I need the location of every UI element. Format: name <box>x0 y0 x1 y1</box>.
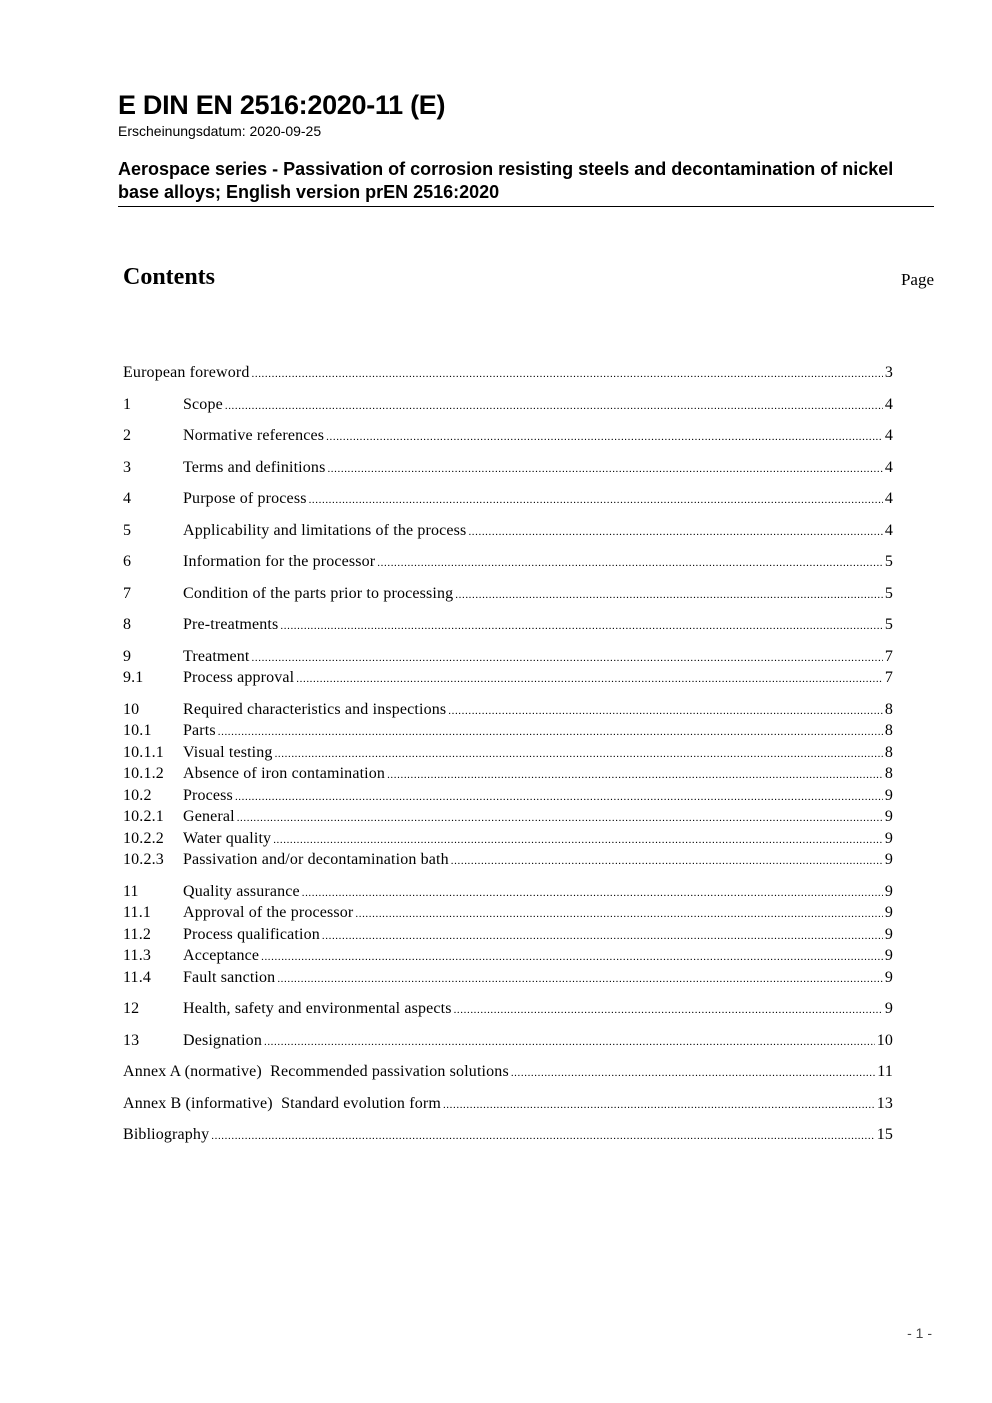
toc-dot-leader <box>322 926 883 948</box>
toc-entry-number: 10 <box>123 700 140 718</box>
toc-dot-leader <box>280 616 882 638</box>
toc-dot-leader <box>296 669 883 691</box>
contents-heading: Contents <box>123 264 216 290</box>
toc-dot-leader <box>277 969 883 991</box>
toc-entry-title: Designation <box>183 1031 262 1049</box>
toc-dot-leader <box>261 947 883 969</box>
toc-entry[interactable] <box>123 806 893 828</box>
page-number: - 1 - <box>907 1325 932 1341</box>
toc-entry-page: 7 <box>884 647 893 665</box>
toc-entry-page: 8 <box>884 722 893 739</box>
toc-dot-leader <box>218 722 883 744</box>
toc-entry-title: Parts <box>183 722 216 739</box>
toc-entry-title: Approval of the processor <box>183 904 354 921</box>
toc-entry[interactable] <box>123 667 893 689</box>
toc-entry-page: 4 <box>884 427 893 444</box>
toc-entry-page: 9 <box>884 904 893 921</box>
toc-entry-number: 9.1 <box>123 669 144 686</box>
toc-entry-number: 4 <box>123 490 132 507</box>
toc-entry-title: Annex A (normative) Recommended passivation solutions <box>123 1063 509 1080</box>
document-code: E DIN EN 2516:2020-11 (E) <box>118 90 446 120</box>
toc-entry[interactable] <box>123 902 893 924</box>
toc-entry[interactable] <box>123 967 893 989</box>
toc-entry-title: Condition of the parts prior to processing <box>183 584 454 602</box>
toc-dot-leader <box>451 851 883 873</box>
table-of-contents <box>123 362 893 1146</box>
toc-entry-title: European foreword <box>123 364 250 381</box>
toc-entry[interactable] <box>123 720 893 742</box>
toc-dot-leader <box>235 787 883 809</box>
toc-entry-title: Visual testing <box>183 743 273 761</box>
page-column-label: Page <box>900 270 934 289</box>
toc-entry-number: 12 <box>123 1000 140 1017</box>
toc-entry-page: 9 <box>884 786 893 804</box>
toc-entry-number: 11 <box>123 882 139 900</box>
toc-entry-page: 15 <box>876 1126 893 1143</box>
toc-entry-page: 11 <box>877 1063 893 1080</box>
toc-entry-number: 10.2.3 <box>123 851 164 868</box>
toc-entry-title: Annex B (informative) Standard evolution form <box>123 1094 441 1112</box>
toc-entry-title: Quality assurance <box>183 882 300 900</box>
toc-dot-leader <box>327 459 882 481</box>
toc-entry-number: 11.3 <box>123 947 152 964</box>
toc-dot-leader <box>511 1063 875 1085</box>
toc-entry-number: 9 <box>123 647 132 665</box>
toc-entry[interactable] <box>123 998 893 1020</box>
toc-entry-number: 11.1 <box>123 904 152 921</box>
toc-dot-leader <box>355 904 882 926</box>
toc-entry[interactable] <box>123 785 893 807</box>
toc-entry-title: Passivation and/or decontamination bath <box>183 851 449 868</box>
toc-entry-page: 8 <box>884 743 893 761</box>
toc-entry-title: Process approval <box>183 669 295 686</box>
toc-entry-title: Absence of iron contamination <box>183 765 386 782</box>
toc-dot-leader <box>302 883 883 905</box>
toc-entry[interactable] <box>123 425 893 447</box>
toc-dot-leader <box>275 744 883 766</box>
toc-entry-page: 8 <box>884 765 893 782</box>
toc-entry[interactable] <box>123 614 893 636</box>
publication-date: Erscheinungsdatum: 2020-09-25 <box>118 123 322 139</box>
toc-entry-title: Normative references <box>183 427 325 444</box>
toc-entry-page: 10 <box>876 1031 893 1049</box>
toc-entry-number: 7 <box>123 584 132 602</box>
toc-entry-page: 9 <box>884 925 893 943</box>
toc-entry-page: 9 <box>884 1000 893 1017</box>
toc-entry-number: 13 <box>123 1031 140 1049</box>
toc-dot-leader <box>455 585 883 607</box>
toc-entry-number: 11.4 <box>123 968 152 986</box>
toc-entry-number: 10.1.2 <box>123 765 164 782</box>
toc-entry-page: 4 <box>884 490 893 507</box>
toc-entry-page: 8 <box>884 700 893 718</box>
toc-entry-number: 5 <box>123 521 132 539</box>
toc-entry-page: 4 <box>884 395 893 413</box>
toc-entry[interactable] <box>123 763 893 785</box>
toc-entry-page: 7 <box>884 669 893 686</box>
toc-entry-page: 5 <box>884 553 893 570</box>
toc-entry-title: General <box>183 808 235 825</box>
toc-dot-leader <box>468 522 882 544</box>
toc-dot-leader <box>237 808 883 830</box>
toc-dot-leader <box>448 701 883 723</box>
toc-entry-number: 8 <box>123 616 132 633</box>
toc-entry-title: Water quality <box>183 829 272 847</box>
toc-dot-leader <box>252 648 883 670</box>
toc-entry[interactable] <box>123 457 893 479</box>
toc-entry[interactable] <box>123 881 893 903</box>
toc-entry[interactable] <box>123 551 893 573</box>
toc-entry[interactable] <box>123 520 893 542</box>
toc-entry-page: 9 <box>884 882 893 900</box>
toc-dot-leader <box>443 1095 875 1117</box>
toc-entry-page: 5 <box>884 616 893 633</box>
toc-entry-title: Applicability and limitations of the process <box>183 521 467 539</box>
toc-entry[interactable] <box>123 583 893 605</box>
toc-dot-leader <box>264 1032 875 1054</box>
toc-entry[interactable] <box>123 1093 893 1115</box>
toc-entry[interactable] <box>123 742 893 764</box>
toc-entry-title: Required characteristics and inspections <box>183 700 447 718</box>
toc-entry-title: Health, safety and environmental aspects <box>183 1000 452 1017</box>
toc-entry[interactable] <box>123 1061 893 1083</box>
toc-entry-title: Purpose of process <box>183 490 307 507</box>
toc-entry-page: 9 <box>884 851 893 868</box>
document-title: Aerospace series - Passivation of corrosion resisting steels and decontamination of nickel base alloys; English version prEN 2516:2020 <box>118 159 894 202</box>
toc-entry-title: Pre-treatments <box>183 616 279 633</box>
toc-dot-leader <box>225 396 883 418</box>
toc-entry[interactable] <box>123 646 893 668</box>
toc-entry-title: Process <box>183 786 233 804</box>
toc-entry-title: Information for the processor <box>183 553 376 570</box>
toc-dot-leader <box>273 830 883 852</box>
toc-entry-number: 2 <box>123 427 132 444</box>
toc-entry-number: 3 <box>123 458 132 476</box>
toc-entry-title: Process qualification <box>183 925 320 943</box>
toc-entry-page: 9 <box>884 829 893 847</box>
toc-entry[interactable] <box>123 849 893 871</box>
toc-dot-leader <box>309 490 883 512</box>
toc-entry[interactable] <box>123 924 893 946</box>
toc-entry-number: 1 <box>123 395 132 413</box>
toc-entry-title: Bibliography <box>123 1126 210 1143</box>
toc-entry[interactable] <box>123 1124 893 1146</box>
toc-dot-leader <box>387 765 883 787</box>
toc-entry-number: 10.1.1 <box>123 743 164 761</box>
toc-dot-leader <box>454 1000 883 1022</box>
toc-dot-leader <box>377 553 883 575</box>
toc-entry-page: 4 <box>884 458 893 476</box>
toc-entry-page: 9 <box>884 808 893 825</box>
toc-dot-leader <box>211 1126 874 1148</box>
toc-entry-title: Acceptance <box>183 947 260 964</box>
toc-entry-number: 10.1 <box>123 722 152 739</box>
toc-entry[interactable] <box>123 1030 893 1052</box>
toc-entry-number: 10.2 <box>123 786 152 804</box>
toc-entry-page: 13 <box>876 1094 893 1112</box>
toc-entry[interactable] <box>123 488 893 510</box>
toc-entry-number: 11.2 <box>123 925 152 943</box>
toc-entry-number: 10.2.1 <box>123 808 164 825</box>
toc-dot-leader <box>252 364 883 386</box>
toc-entry[interactable] <box>123 699 893 721</box>
toc-entry-title: Fault sanction <box>183 968 276 986</box>
toc-entry[interactable] <box>123 394 893 416</box>
toc-entry-page: 9 <box>884 947 893 964</box>
toc-entry-title: Terms and definitions <box>183 458 326 476</box>
toc-entry[interactable] <box>123 945 893 967</box>
toc-entry-number: 6 <box>123 553 132 570</box>
toc-entry-page: 4 <box>884 521 893 539</box>
toc-entry-page: 5 <box>884 584 893 602</box>
toc-entry[interactable] <box>123 362 893 384</box>
toc-entry-page: 9 <box>884 968 893 986</box>
toc-entry-title: Scope <box>183 395 223 413</box>
toc-entry-number: 10.2.2 <box>123 829 164 847</box>
toc-entry-page: 3 <box>884 364 893 381</box>
toc-dot-leader <box>326 427 883 449</box>
title-divider <box>118 206 934 207</box>
toc-entry[interactable] <box>123 828 893 850</box>
toc-entry-title: Treatment <box>183 647 250 665</box>
